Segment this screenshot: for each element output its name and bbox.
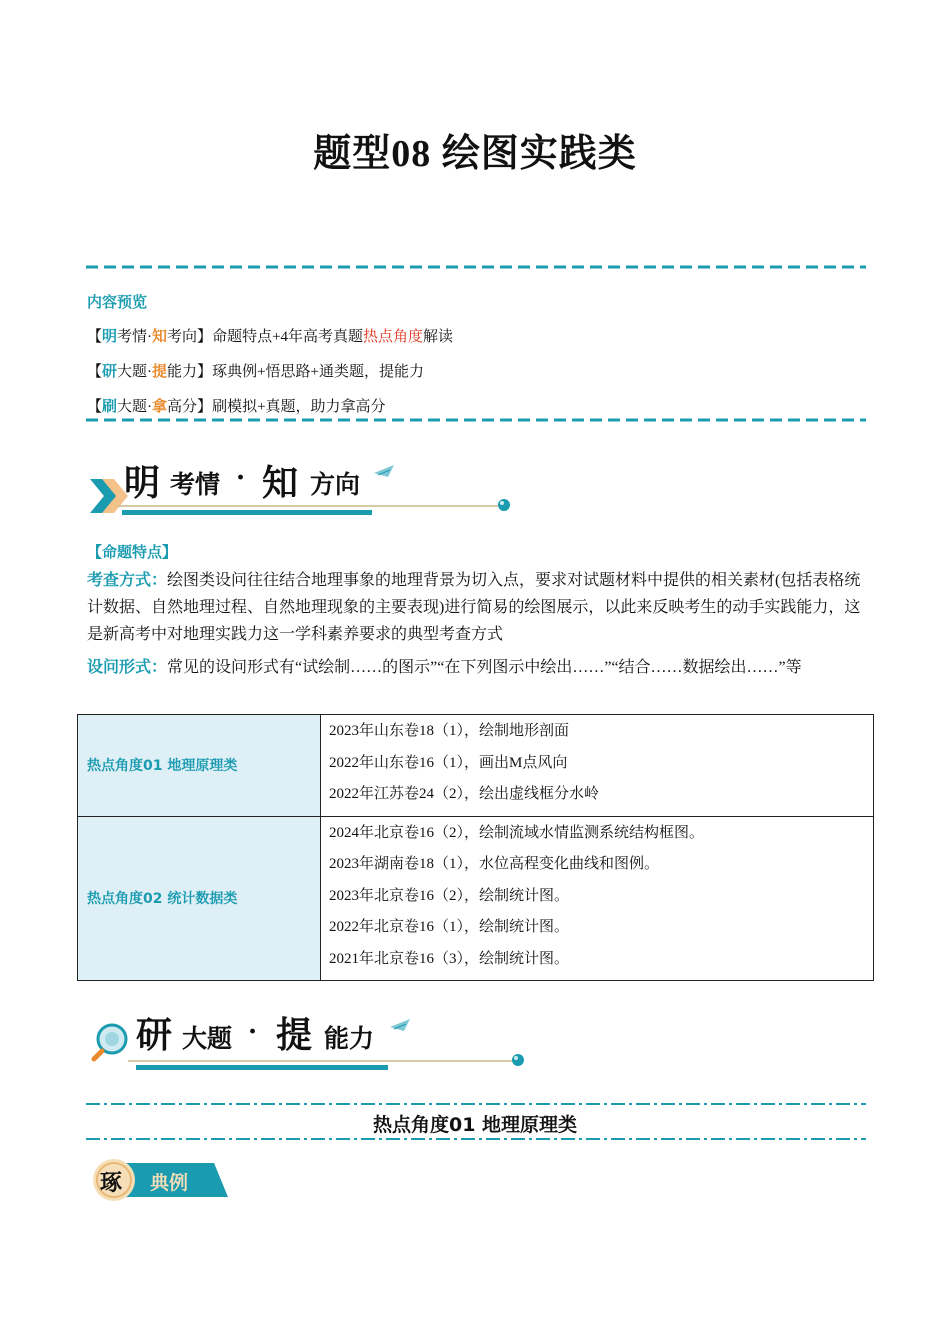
- list-item: 2022年北京卷16（1），绘制统计图。: [329, 919, 570, 935]
- exam-method-text: 绘图类设问往往结合地理事象的地理背景为切入点，要求对试题材料中提供的相关素材(包括表格统计数据、自然地理过程、自然地理现象的主要表现)进行简易的绘图展示，以此来反映考生的动手实践能力，这是新高考中对地理实践力这一学科素养要求的典型考查方式: [87, 572, 861, 643]
- badge-label: 典例: [150, 1172, 189, 1194]
- banner1-char-1: 明: [124, 462, 161, 504]
- list-item: 2023年北京卷16（2），绘制统计图。: [329, 887, 570, 904]
- question-form-label: 设问形式：: [87, 659, 168, 676]
- divider-bottom: [86, 418, 866, 422]
- badge-seal: 琢: [100, 1170, 123, 1196]
- question-form-text: 常见的设问形式有“试绘制……的图示”“在下列图示中绘出……”“结合……数据绘出……”等: [167, 659, 802, 676]
- list-item: 2023年湖南卷18（1），水位高程变化曲线和图例。: [329, 856, 660, 872]
- list-item: 2022年江苏卷24（2），绘出虚线框分水岭: [329, 786, 600, 802]
- table-row: [78, 715, 874, 817]
- question-form-paragraph: [87, 654, 867, 681]
- table-category: 热点角度01 地理原理类: [78, 715, 321, 817]
- features-label: 【命题特点】: [87, 545, 178, 561]
- banner2-char-1: 研: [136, 1014, 173, 1056]
- preview-heading: 内容预览: [87, 295, 148, 311]
- list-item: 2023年山东卷18（1），绘制地形剖面: [329, 723, 570, 739]
- preview-line-3: 【刷大题·拿高分】刷模拟+真题，助力拿高分: [87, 399, 386, 415]
- banner-research-ability: [90, 1005, 530, 1077]
- exam-method-paragraph: [87, 567, 867, 648]
- banner2-char-2: 提: [276, 1014, 313, 1056]
- preview-line-1: 【明考情·知考向】命题特点+4年高考真题热点角度解读: [87, 329, 454, 345]
- banner1-word-1: 考情: [170, 470, 221, 499]
- table-category: 热点角度02 统计数据类: [78, 816, 321, 981]
- preview-line-2: 【研大题·提能力】琢典例+悟思路+通类题，提能力: [87, 364, 424, 380]
- exam-method-label: 考查方式：: [87, 572, 168, 589]
- hot-angle-title: 热点角度01 地理原理类: [372, 1114, 578, 1136]
- list-item: 2024年北京卷16（2），绘制流域水情监测系统结构框图。: [329, 824, 705, 841]
- banner2-word-2: 能力: [324, 1024, 375, 1053]
- banner2-dot: ·: [248, 1017, 258, 1047]
- hot-angle-table: [77, 714, 874, 981]
- banner1-dot: ·: [236, 463, 246, 493]
- list-item: 2022年山东卷16（1），画出M点风向: [329, 754, 568, 771]
- banner-exam-direction: [88, 455, 518, 525]
- divider-top: [86, 265, 866, 269]
- divider-hot-top: [86, 1102, 866, 1106]
- banner1-word-2: 方向: [310, 470, 361, 499]
- page-title: 题型08 绘图实践类: [313, 133, 637, 175]
- example-badge: [92, 1157, 232, 1203]
- table-items: [321, 816, 874, 981]
- list-item: 2021年北京卷16（3），绘制统计图。: [329, 950, 570, 967]
- table-items: [321, 715, 874, 817]
- divider-hot-bottom: [86, 1137, 866, 1141]
- table-row: [78, 816, 874, 981]
- banner1-char-2: 知: [262, 462, 299, 504]
- banner2-word-1: 大题: [182, 1024, 233, 1053]
